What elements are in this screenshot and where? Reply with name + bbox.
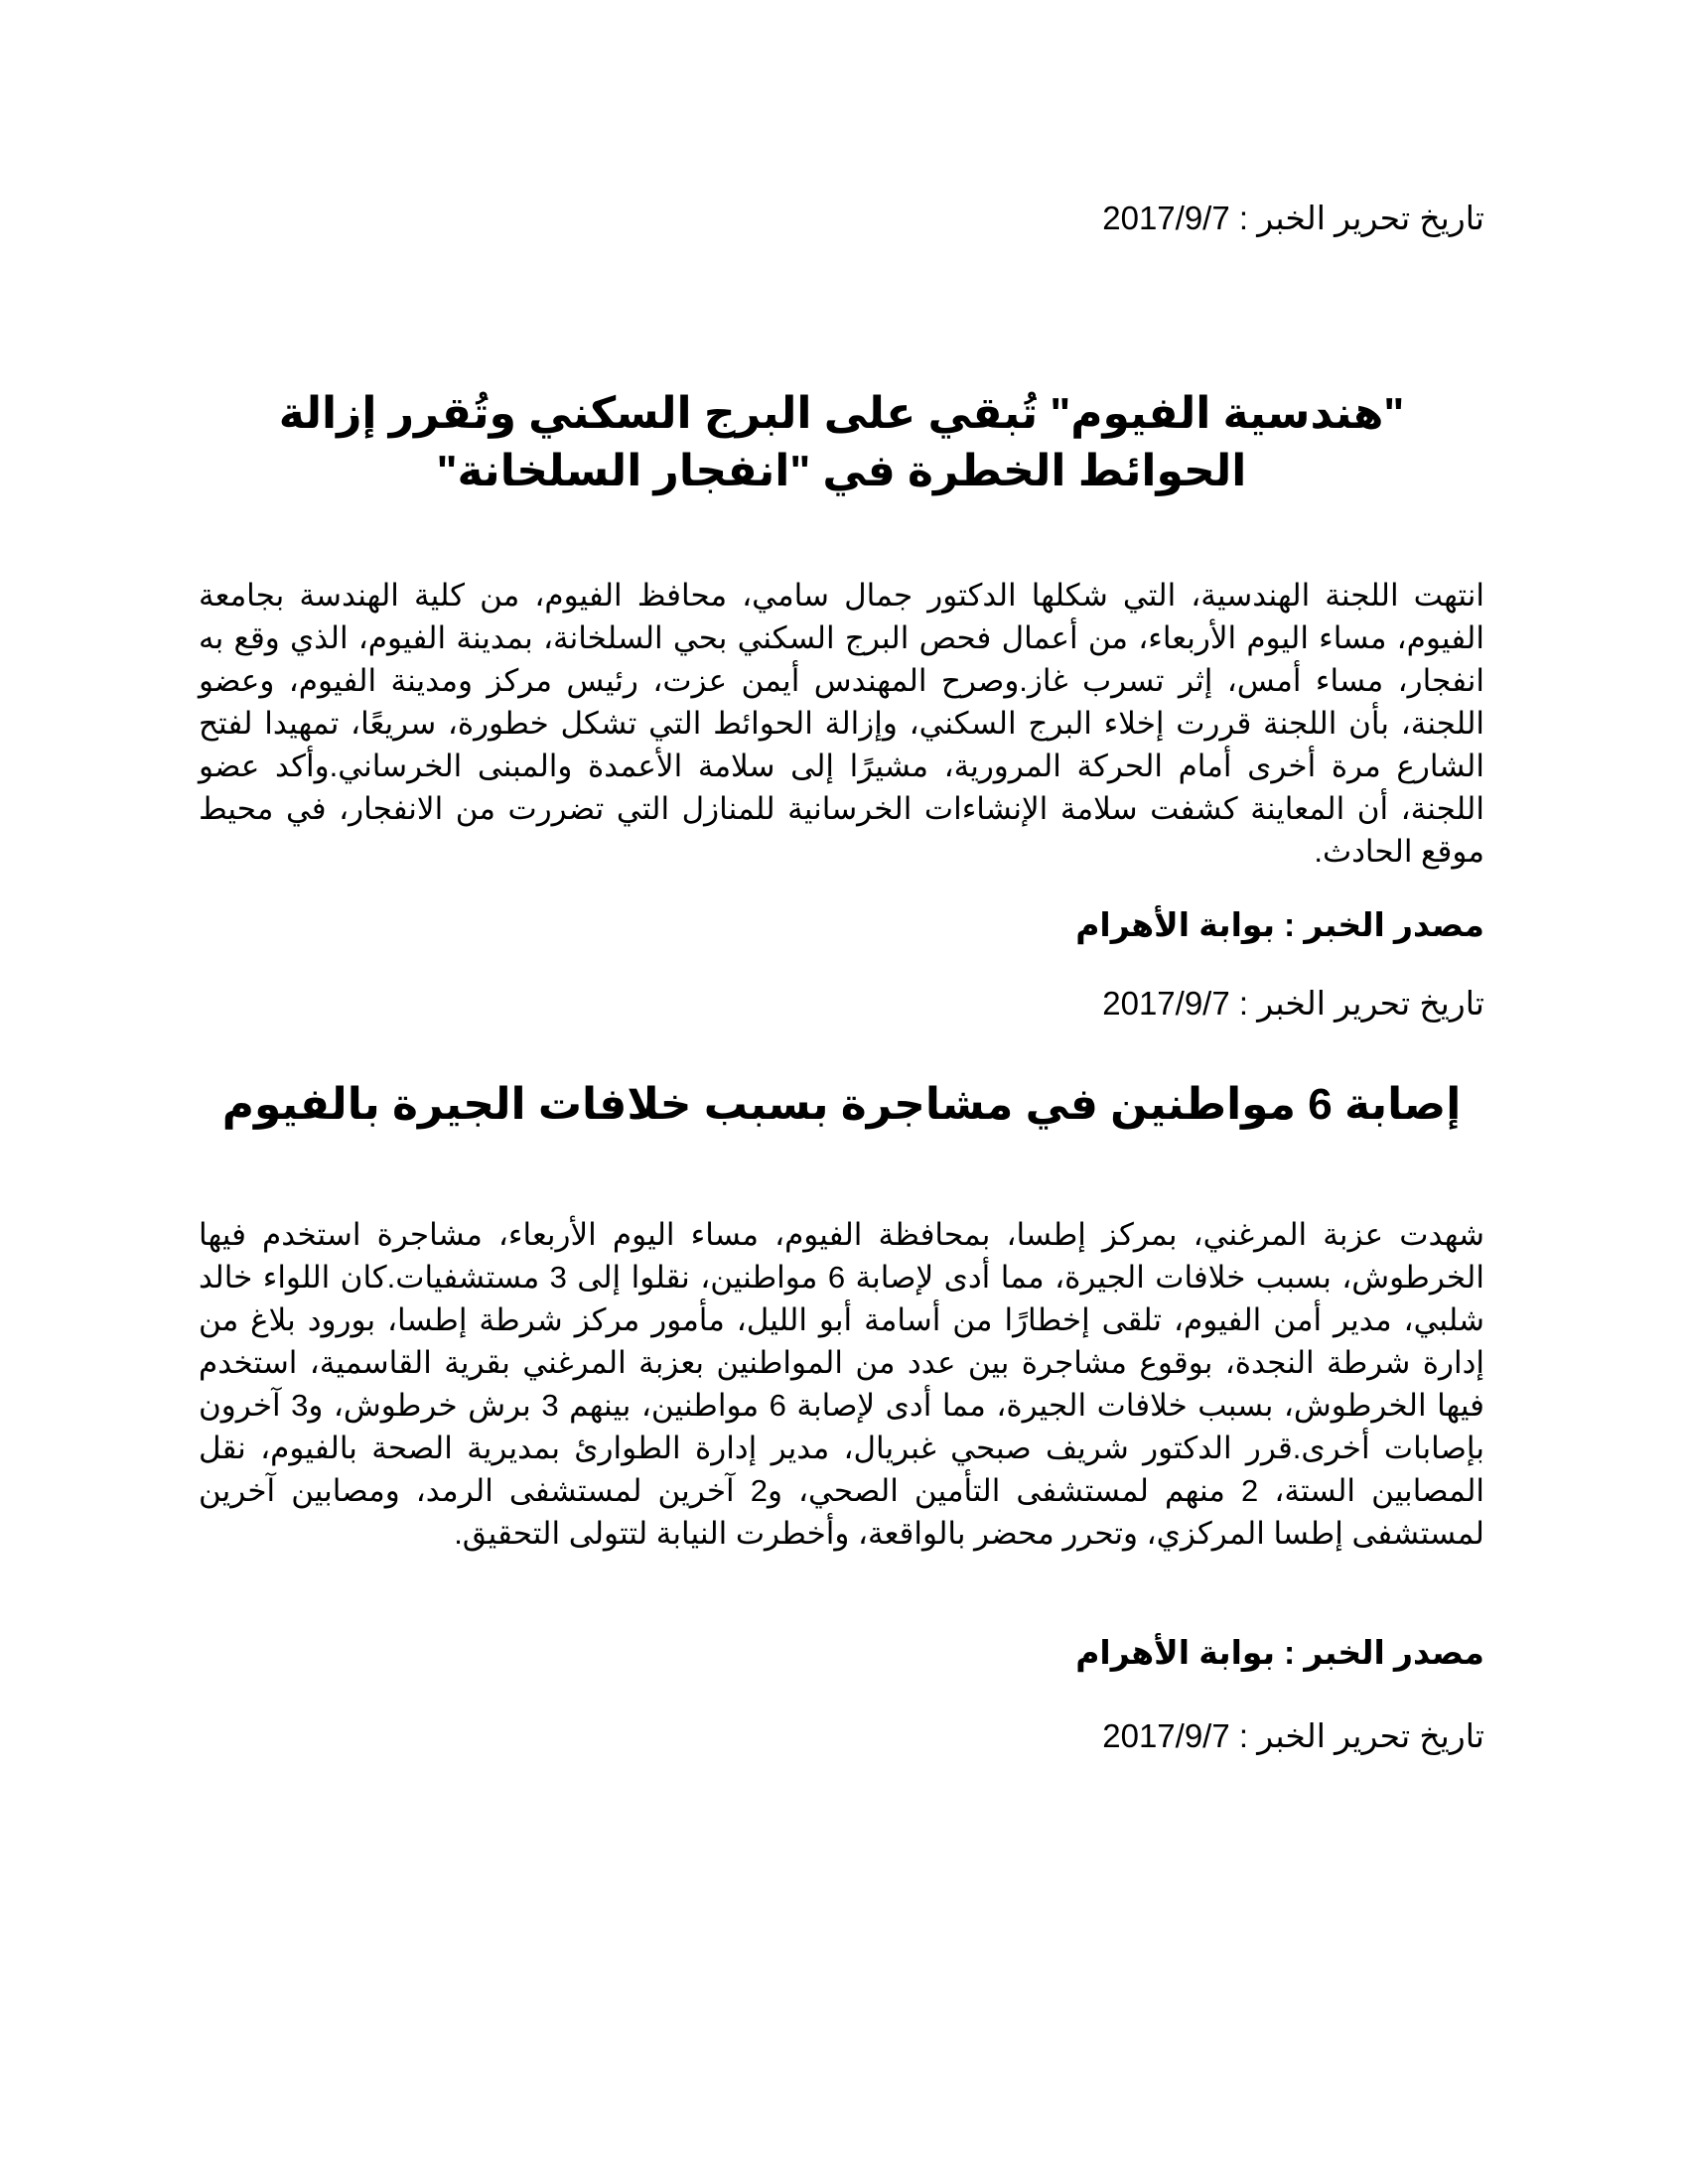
article-1-date: تاريخ تحرير الخبر : 2017/9/7	[1102, 985, 1484, 1022]
article-1-body: انتهت اللجنة الهندسية، التي شكلها الدكتور جمال سامي، محافظ الفيوم، من كلية الهندسة بجامعة الفيوم، مساء اليوم الأربعاء، من أعمال فحص البرج السكني بحي السلخانة، بمدينة الفيوم، الذي وقع به انفجار، مساء أمس، إثر تسرب غاز.وصرح المهندس أيمن عزت، رئيس مركز ومدينة الفيوم، وعضو اللجنة، بأن اللجنة قررت إخلاء البرج السكني، وإزالة الحوائط التي تشكل خطورة، سريعًا، تمهيدا لفتح الشارع مرة أخرى أمام الحركة المرورية، مشيرًا إلى سلامة الأعمدة والمبنى الخرساني.وأكد عضو اللجنة، أن المعاينة كشفت سلامة الإنشاءات الخرسانية للمنازل التي تضررت من الانفجار، في محيط موقع الحادث.	[199, 578, 1484, 869]
article-2-date: تاريخ تحرير الخبر : 2017/9/7	[1102, 1717, 1484, 1754]
edit-date: تاريخ تحرير الخبر : 2017/9/7	[1102, 200, 1484, 236]
article-2-source: مصدر الخبر : بوابة الأهرام	[1075, 1634, 1484, 1671]
article-2-headline: إصابة 6 مواطنين في مشاجرة بسبب خلافات الجيرة بالفيوم	[221, 1080, 1462, 1129]
article-1-source: مصدر الخبر : بوابة الأهرام	[1075, 906, 1484, 943]
article-1-headline: "هندسية الفيوم" تُبقي على البرج السكني وتُقرر إزالة الحوائط الخطرة في "انفجار السلخانة"	[278, 389, 1405, 495]
article-2-body: شهدت عزبة المرغني، بمركز إطسا، بمحافظة الفيوم، مساء اليوم الأربعاء، مشاجرة استخدم فيها الخرطوش، بسبب خلافات الجيرة، مما أدى لإصابة 6 مواطنين، نقلوا إلى 3 مستشفيات.كان اللواء خالد شلبي، مدير أمن الفيوم، تلقى إخطارًا من أسامة أبو الليل، مأمور مركز شرطة إطسا، بورود بلاغ من إدارة شرطة النجدة، بوقوع مشاجرة بين عدد من المواطنين بعزبة المرغني بقرية القاسمية، استخدم فيها الخرطوش، بسبب خلافات الجيرة، مما أدى لإصابة 6 مواطنين، بينهم 3 برش خرطوش، و3 آخرون بإصابات أخرى.قرر الدكتور شريف صبحي غبريال، مدير إدارة الطوارئ بمديرية الصحة بالفيوم، نقل المصابين الستة، 2 منهم لمستشفى التأمين الصحي، و2 آخرين لمستشفى الرمد، ومصابين آخرين لمستشفى إطسا المركزي، وتحرر محضر بالواقعة، وأخطرت النيابة لتتولى التحقيق.	[199, 1217, 1484, 1551]
